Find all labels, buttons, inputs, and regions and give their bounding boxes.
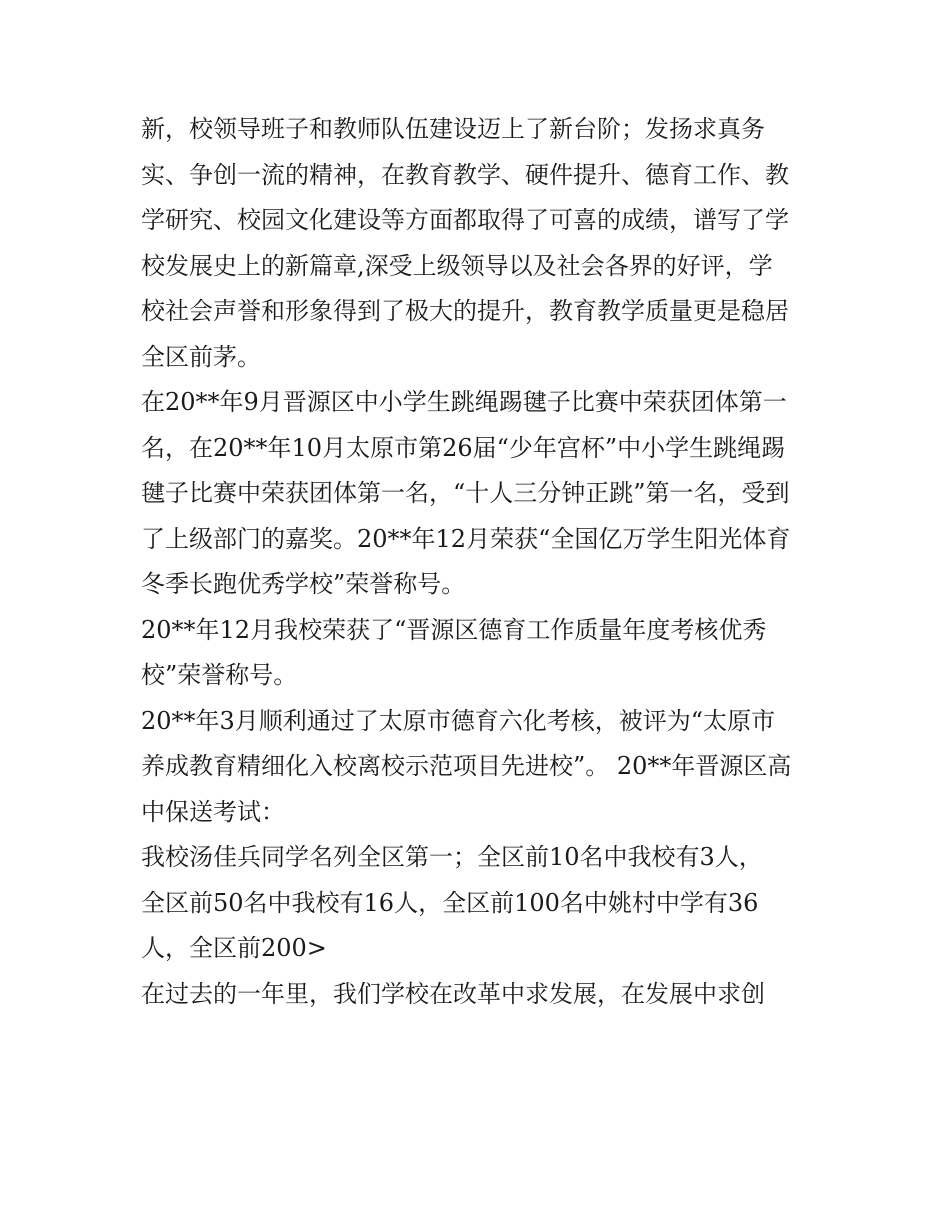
text-line: 名，在20**年10月太原市第26届“少年宫杯”中小学生跳绳踢 [141,433,786,462]
text-line: 在过去的一年里，我们学校在改革中求发展，在发展中求创 [141,979,765,1008]
text-line: 养成教育精细化入校离校示范项目先进校”。 20**年晋源区高 [141,752,792,780]
text-line: 人，全区前200> [141,934,327,962]
text-line: 全区前50名中我校有16人，全区前100名中姚村中学有36 [141,888,759,917]
text-line: 校”荣誉称号。 [141,661,298,689]
text-line: 了上级部门的嘉奖。20**年12月荣获“全国亿万学生阳光体育 [141,524,791,553]
text-line: 冬季长跑优秀学校”荣誉称号。 [141,570,466,598]
document-body [141,107,821,1017]
text-line: 20**年3月顺利通过了太原市德育六化考核，被评为“太原市 [141,706,776,735]
text-line: 新，校领导班子和教师队伍建设迈上了新台阶；发扬求真务 [141,115,765,143]
text-line: 校社会声誉和形象得到了极大的提升，教育教学质量更是稳居 [141,297,789,325]
text-line: 我校汤佳兵同学名列全区第一；全区前10名中我校有3人， [141,843,763,871]
text-line: 中保送考试： [141,797,285,826]
text-line: 毽子比赛中荣获团体第一名，“十人三分钟正跳”第一名，受到 [141,479,790,507]
text-line: 在20**年9月晋源区中小学生跳绳踢毽子比赛中荣获团体第一 [141,388,787,416]
text-line: 学研究、校园文化建设等方面都取得了可喜的成绩，谱写了学 [141,206,789,234]
text-line: 全区前茅。 [141,342,261,371]
text-line: 校发展史上的新篇章,深受上级领导以及社会各界的好评，学 [141,251,773,280]
text-line: 实、争创一流的精神，在教育教学、硬件提升、德育工作、教 [141,160,789,189]
text-line: 20**年12月我校荣获了“晋源区德育工作质量年度考核优秀 [141,615,767,644]
